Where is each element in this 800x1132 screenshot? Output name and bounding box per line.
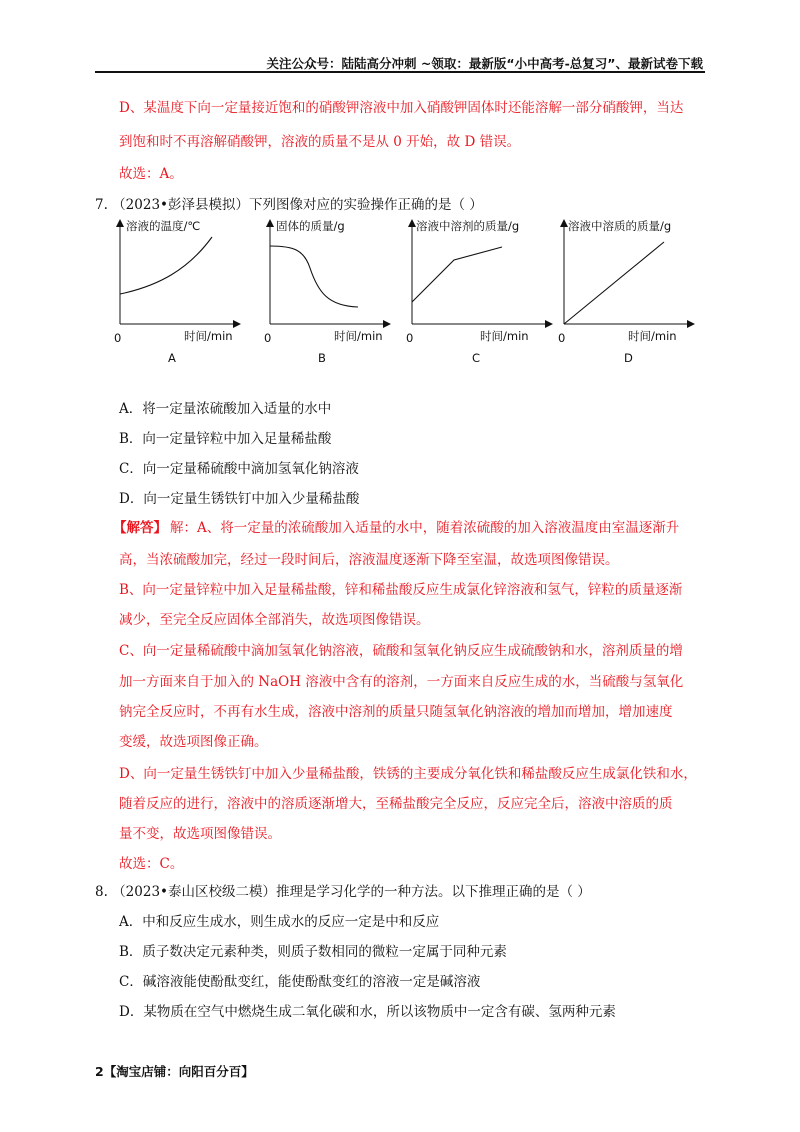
graph-b-curve — [270, 246, 358, 307]
q7-option-a: A．将一定量浓硫酸加入适量的水中 — [119, 401, 332, 417]
graph-d-ylabel: 溶液中溶质的质量/g — [568, 219, 672, 233]
q8-option-c: C．碱溶液能使酚酞变红，能使酚酞变红的溶液一定是碱溶液 — [119, 974, 481, 990]
graph-c-line — [412, 247, 502, 302]
q7-option-d: D．向一定量生锈铁钉中加入少量稀盐酸 — [119, 491, 360, 507]
q7-solution-line: 高，当浓硫酸加完，经过一段时间后，溶液温度逐渐下降至室温，故选项图像错误。 — [119, 552, 619, 568]
q8-option-d: D．某物质在空气中燃烧生成二氧化碳和水，所以该物质中一定含有碳、氢两种元素 — [119, 1004, 616, 1020]
q7-stem: 7. （2023•彭泽县模拟）下列图像对应的实验操作正确的是（ ） — [95, 197, 483, 213]
prev-answer: 故选：A。 — [119, 166, 183, 182]
q8-stem: 8. （2023•泰山区校级二模）推理是学习化学的一种方法。以下推理正确的是（ ） — [95, 884, 591, 900]
graph-a-origin: 0 — [114, 331, 122, 345]
q7-solution-line: 减少，至完全反应固体全部消失，故选项图像错误。 — [119, 612, 430, 628]
q7-solution-line: 量不变，故选项图像错误。 — [119, 826, 281, 842]
graph-c — [400, 212, 560, 367]
graph-d-line — [564, 242, 664, 324]
prev-solution-d-line2: 到饱和时不再溶解硝酸钾，溶液的质量不是从 0 开始，故 D 错误。 — [119, 134, 521, 150]
header-divider — [95, 71, 705, 73]
page-footer: 2【淘宝店铺：向阳百分百】 — [95, 1064, 254, 1079]
graph-b-caption: B — [318, 351, 326, 365]
q7-option-c: C．向一定量稀硫酸中滴加氢氧化钠溶液 — [119, 461, 359, 477]
graph-c-xlabel: 时间/min — [480, 329, 529, 343]
graph-a-caption: A — [168, 351, 176, 365]
graph-b-xlabel: 时间/min — [334, 329, 383, 343]
graph-c-ylabel: 溶液中溶剂的质量/g — [416, 219, 520, 233]
graph-d-origin: 0 — [558, 331, 566, 345]
q8-option-a: A．中和反应生成水，则生成水的反应一定是中和反应 — [119, 914, 440, 930]
q8-option-b: B．质子数决定元素种类，则质子数相同的微粒一定属于同种元素 — [119, 944, 507, 960]
graph-b-origin: 0 — [264, 331, 272, 345]
graph-d-caption: D — [624, 351, 633, 365]
q7-solution-line: 解：A、将一定量的浓硫酸加入适量的水中，随着浓硫酸的加入溶液温度由室温逐渐升 — [170, 520, 680, 536]
graph-b-ylabel: 固体的质量/g — [276, 219, 345, 233]
graph-d — [552, 212, 702, 367]
page-header: 关注公众号：陆陆高分冲刺 ~领取：最新版“小中高考-总复习”、最新试卷下载 — [266, 56, 703, 71]
graph-a-xlabel: 时间/min — [184, 329, 233, 343]
q7-solution-line: C、向一定量稀硫酸中滴加氢氧化钠溶液，硫酸和氢氧化钠反应生成硫酸钠和水，溶剂质量的增 — [119, 643, 683, 659]
q7-option-b: B．向一定量锌粒中加入足量稀盐酸 — [119, 431, 332, 447]
graph-c-caption: C — [472, 351, 481, 365]
graph-c-origin: 0 — [406, 331, 414, 345]
q7-solution-line: B、向一定量锌粒中加入足量稀盐酸，锌和稀盐酸反应生成氯化锌溶液和氢气，锌粒的质量逐渐 — [119, 582, 683, 598]
q7-answer: 故选：C。 — [119, 856, 184, 872]
q7-solution-line: 变缓，故选项图像正确。 — [119, 734, 268, 750]
q7-solution-tag: 【解答】 — [113, 520, 167, 536]
graph-a — [108, 212, 248, 367]
prev-solution-d-line1: D、某温度下向一定量接近饱和的硝酸钾溶液中加入硝酸钾固体时还能溶解一部分硝酸钾，当达 — [119, 100, 684, 116]
graph-a-curve — [120, 237, 212, 294]
graph-d-xlabel: 时间/min — [628, 329, 677, 343]
q7-solution-line: D、向一定量生锈铁钉中加入少量稀盐酸，铁锈的主要成分氧化铁和稀盐酸反应生成氯化铁和水， — [119, 766, 697, 782]
graph-b — [258, 212, 398, 367]
graph-a-ylabel: 溶液的温度/℃ — [126, 219, 201, 233]
q7-solution-line: 钠完全反应时，不再有水生成，溶液中溶剂的质量只随氢氧化钠溶液的增加而增加，增加速度 — [119, 704, 673, 720]
q7-solution-line: 随着反应的进行，溶液中的溶质逐渐增大，至稀盐酸完全反应，反应完全后，溶液中溶质的质 — [119, 796, 673, 812]
q7-solution-line: 加一方面来自于加入的 NaOH 溶液中含有的溶剂，一方面来自反应生成的水，当硫酸与氢氧化 — [119, 674, 684, 690]
